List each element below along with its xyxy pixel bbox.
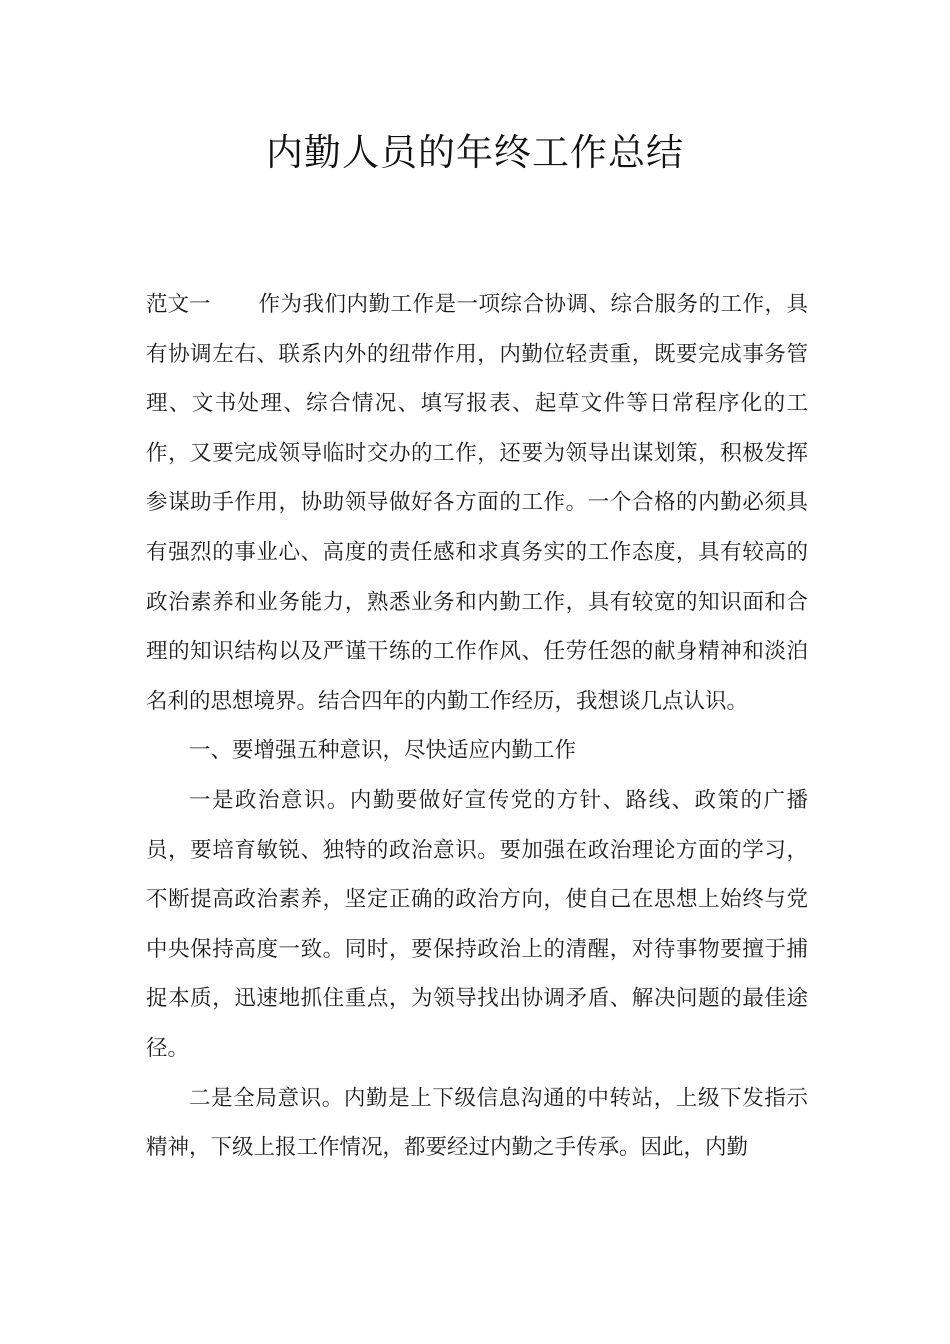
- paragraph-political-awareness: 一是政治意识。内勤要做好宣传党的方针、路线、政策的广播员，要培育敏锐、独特的政治意识。要加强在政治理论方面的学习，不断提高政治素养，坚定正确的政治方向，使自己在思想上始终与党中央保持高度一致。同时，要保持政治上的清醒，对待事物要擅于捕捉本质，迅速地抓住重点，为领导找出协调矛盾、解决问题的最佳途径。: [146, 787, 808, 1061]
- document-title: 内勤人员的年终工作总结: [266, 131, 684, 174]
- paragraph-intro: [146, 280, 808, 726]
- paragraph-text: 作为我们内勤工作是一项综合协调、综合服务的工作，具有协调左右、联系内外的纽带作用，内勤位轻责重，既要完成事务管理、文书处理、综合情况、填写报表、起草文件等日常程序化的工作，又要完成领导临时交办的工作，还要为领导出谋划策，积极发挥参谋助手作用，协助领导做好各方面的工作。一个合格的内勤必须具有强烈的事业心、高度的责任感和求真务实的工作态度，具有较高的政治素养和业务能力，熟悉业务和内勤工作，具有较宽的知识面和合理的知识结构以及严谨干练的工作作风、任劳任怨的献身精神和淡泊名利的思想境界。结合四年的内勤工作经历，我想谈几点认识。: [146, 292, 808, 714]
- paragraph-overall-awareness: 二是全局意识。内勤是上下级信息沟通的中转站，上级下发指示精神，下级上报工作情况，都要经过内勤之手传承。因此，内勤: [146, 1085, 808, 1161]
- document-body: [146, 280, 808, 1173]
- section-heading: 一、要增强五种意识，尽快适应内勤工作: [189, 738, 577, 764]
- sample-label: 范文一: [146, 292, 211, 317]
